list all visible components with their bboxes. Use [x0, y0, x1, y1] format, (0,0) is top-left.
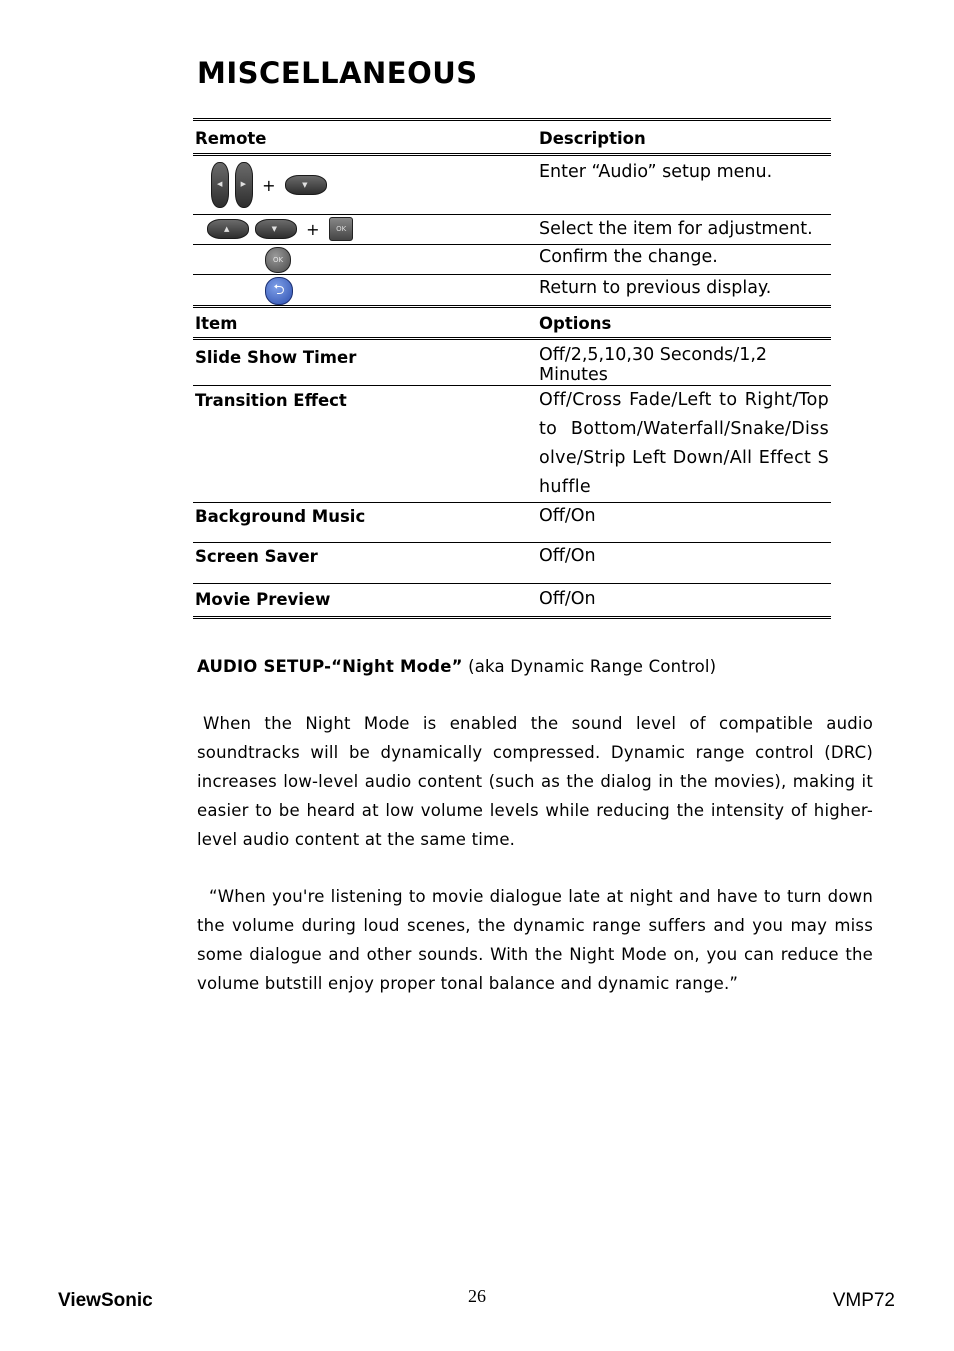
heading-bold: AUDIO SETUP-“Night Mode” [197, 657, 463, 676]
item-name: Movie Preview [195, 590, 331, 609]
description-cell: Confirm the change. [539, 247, 718, 267]
model-name: VMP72 [832, 1290, 895, 1311]
remote-header-row [193, 120, 831, 155]
left-button-icon: ◀ [211, 162, 229, 208]
table-row [193, 275, 831, 307]
down-button-icon: ▼ [285, 175, 327, 195]
plus-sign: + [306, 219, 320, 239]
item-options: Off/On [539, 506, 596, 526]
description-cell: Select the item for adjustment. [539, 219, 813, 239]
night-mode-quote: “When you're listening to movie dialogue late at night and have to turn down the volume during loud scenes, the dynamic range suffers and you may miss some dialogue and other sounds. With the Night Mode on, you can reduce the volume butstill enjoy proper tonal balance and dynamic range.” [197, 887, 873, 993]
remote-header: Remote [195, 129, 267, 148]
item-options: Off/2,5,10,30 Seconds/1,2 Minutes [539, 345, 768, 385]
table-row [193, 215, 831, 245]
options-header: Options [539, 314, 612, 333]
description-cell: Return to previous display. [539, 278, 772, 298]
ok-button-icon: OK [265, 247, 291, 273]
return-button-icon: ⮌ [265, 277, 293, 305]
table-row [193, 155, 831, 215]
item-options: Off/Cross Fade/Left to Right/Top to Bottom/Waterfall/Snake/Dissolve/Strip Left Down/All Effect Shuffle [539, 390, 829, 497]
description-cell: Enter “Audio” setup menu. [539, 162, 773, 182]
page-number: 26 [468, 1286, 486, 1306]
ok-button-icon: OK [329, 217, 353, 241]
night-mode-paragraph: When the Night Mode is enabled the sound level of compatible audio soundtracks will be dynamically compressed. Dynamic range control (DRC) increases low-level audio content (such as the dialog in the movies), making it easier to be heard at low volume levels while reducing the intensity of higher-level audio content at the same time. [197, 714, 873, 849]
table-row [193, 543, 831, 584]
table-row [193, 584, 831, 618]
item-options-cell [539, 386, 831, 503]
item-name: Screen Saver [195, 547, 318, 566]
remote-keys-cell [193, 215, 539, 245]
item-name: Transition Effect [195, 391, 347, 410]
audio-setup-heading [197, 652, 873, 681]
table-row [193, 339, 831, 386]
heading-normal: (aka Dynamic Range Control) [462, 657, 717, 676]
plus-sign: + [262, 175, 276, 195]
table-row [193, 386, 831, 503]
description-header: Description [539, 129, 646, 148]
item-name: Slide Show Timer [195, 348, 357, 367]
up-button-icon: ▲ [207, 219, 249, 239]
remote-keys-cell [193, 245, 539, 275]
item-name: Background Music [195, 507, 366, 526]
remote-keys-cell [193, 275, 539, 307]
table-row [193, 503, 831, 543]
item-options: Off/On [539, 546, 596, 566]
page-title: MISCELLANEOUS [197, 56, 478, 90]
options-header-row [193, 307, 831, 339]
right-button-icon: ▶ [235, 162, 253, 208]
item-options: Off/On [539, 589, 596, 609]
item-header: Item [195, 314, 238, 333]
remote-keys-cell [193, 155, 539, 215]
settings-table [193, 118, 831, 619]
down-button-icon: ▼ [255, 219, 297, 239]
brand-name: ViewSonic [58, 1290, 153, 1311]
table-row [193, 245, 831, 275]
